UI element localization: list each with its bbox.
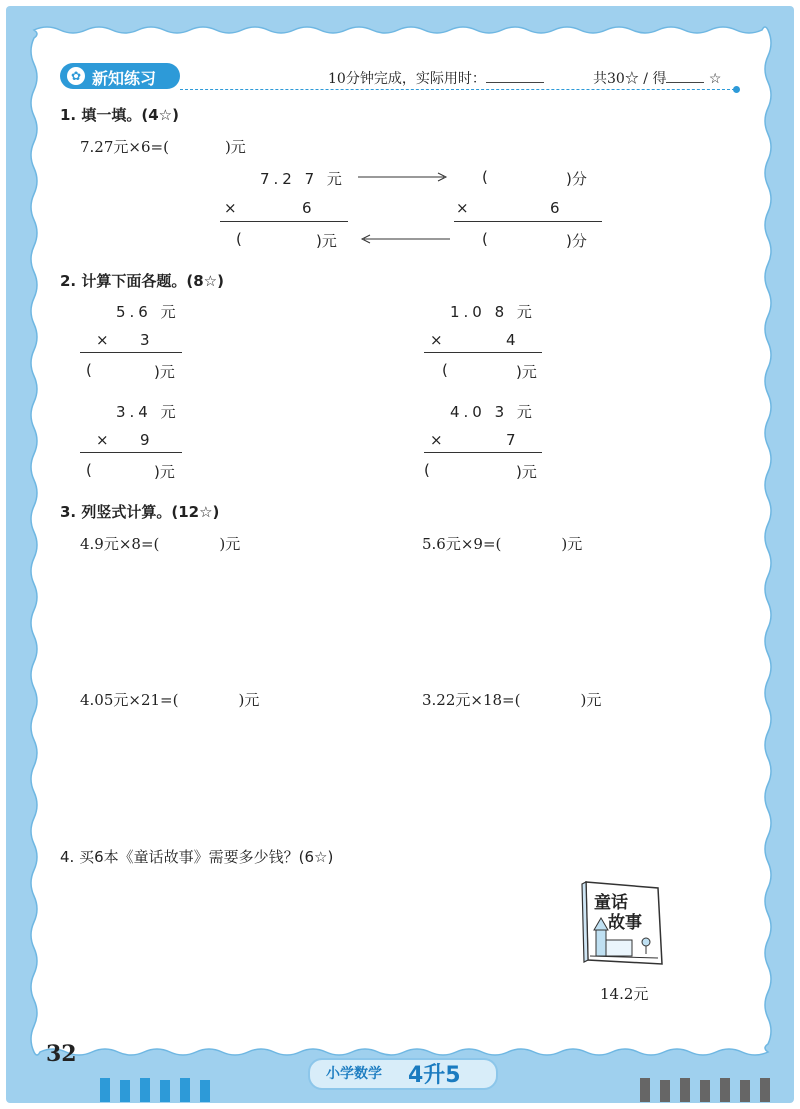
q3-title: 3. 列竖式计算。(12☆) bbox=[60, 503, 220, 521]
q1-vl-rule bbox=[220, 221, 348, 222]
q2-item3-open: ( bbox=[86, 461, 92, 479]
q2-item1-top: 5.6 元 bbox=[116, 303, 180, 321]
q2-item3-top: 3.4 元 bbox=[116, 403, 180, 421]
q2-item3-rule bbox=[80, 452, 182, 453]
time-note bbox=[328, 68, 544, 88]
score-label: 得 bbox=[652, 71, 667, 87]
footer-grade: 4升5 bbox=[408, 1063, 461, 1088]
q2-item4-rule bbox=[424, 452, 542, 453]
q1-vr-rule bbox=[454, 221, 602, 222]
q2-item1-rule bbox=[80, 352, 182, 353]
q1-vl-res-open: ( bbox=[236, 230, 242, 248]
medal-icon: ✿ bbox=[67, 67, 85, 85]
q3-item3-left: 4.05元×21=( bbox=[80, 691, 179, 709]
footer-stripes-right bbox=[640, 1074, 790, 1102]
score-blank bbox=[666, 68, 704, 83]
q3-item1-left: 4.9元×8=( bbox=[80, 535, 160, 553]
q2-item3-times: × bbox=[96, 431, 109, 449]
q1-equation bbox=[80, 136, 246, 157]
q1-vl-times: × bbox=[224, 199, 237, 217]
time-blank bbox=[486, 68, 544, 83]
q4-title: 4. 买6本《童话故事》需要多少钱？(6☆) bbox=[60, 848, 334, 866]
q1-eq-right: )元 bbox=[224, 138, 246, 156]
section-badge-label: 新知练习 bbox=[92, 69, 157, 88]
q1-title: 1. 填一填。(4☆) bbox=[60, 106, 179, 124]
q3-item4-right: )元 bbox=[580, 691, 602, 709]
page-number: 32 bbox=[46, 1041, 77, 1067]
footer-stripes-left bbox=[100, 1074, 230, 1102]
score bbox=[593, 68, 721, 88]
book-title-line2: 故事 bbox=[608, 913, 642, 933]
q1-vl-mult: 6 bbox=[302, 199, 312, 217]
q1-vr-mult: 6 bbox=[550, 199, 560, 217]
footer-subject: 小学数学 bbox=[326, 1066, 382, 1082]
q3-item4-left: 3.22元×18=( bbox=[422, 691, 521, 709]
q2-item4-times: × bbox=[430, 431, 443, 449]
q2-item4-open: ( bbox=[424, 461, 430, 479]
star-icon: ☆ bbox=[708, 71, 722, 87]
q2-item4-close: )元 bbox=[516, 463, 537, 481]
header-divider bbox=[180, 89, 735, 90]
q3-item4 bbox=[422, 689, 601, 710]
time-note-label: 10分钟完成，实际用时： bbox=[328, 71, 486, 87]
q2-item1-mult: 3 bbox=[140, 331, 150, 349]
q2-item4-mult: 7 bbox=[506, 431, 516, 449]
score-sep: / bbox=[643, 71, 648, 87]
q2-item2-top: 1.0 8 元 bbox=[450, 303, 536, 321]
q3-item3 bbox=[80, 689, 259, 710]
q2-item4-top: 4.0 3 元 bbox=[450, 403, 536, 421]
q2-item2-mult: 4 bbox=[506, 331, 516, 349]
storybook-illustration bbox=[578, 878, 664, 970]
q1-vr-times: × bbox=[456, 199, 469, 217]
q1-vl-top: 7.2 7 元 bbox=[260, 170, 346, 188]
q1-vr-top-close: )分 bbox=[566, 170, 587, 188]
q1-vr-res-open: ( bbox=[482, 230, 488, 248]
q2-item2-open: ( bbox=[442, 361, 448, 379]
q2-item3-mult: 9 bbox=[140, 431, 150, 449]
book-price: 14.2元 bbox=[600, 985, 649, 1003]
book-title-line1: 童话 bbox=[594, 893, 628, 913]
q2-item2-times: × bbox=[430, 331, 443, 349]
q1-vl-res-close: )元 bbox=[316, 232, 337, 250]
q3-item1-right: )元 bbox=[219, 535, 241, 553]
q3-item2-right: )元 bbox=[561, 535, 583, 553]
q1-vr-top-open: ( bbox=[482, 168, 488, 186]
arrow-left-icon bbox=[356, 232, 452, 246]
q3-item1 bbox=[80, 533, 240, 554]
q2-item1-times: × bbox=[96, 331, 109, 349]
q2-title: 2. 计算下面各题。(8☆) bbox=[60, 272, 224, 290]
q3-item2-left: 5.6元×9=( bbox=[422, 535, 502, 553]
q3-item2 bbox=[422, 533, 582, 554]
header-divider-dot bbox=[733, 86, 740, 93]
q1-vr-res-close: )分 bbox=[566, 232, 587, 250]
score-total: 共30☆ bbox=[593, 71, 639, 87]
q2-item1-close: )元 bbox=[154, 363, 175, 381]
q2-item2-close: )元 bbox=[516, 363, 537, 381]
q1-eq-left: 7.27元×6=( bbox=[80, 138, 169, 156]
q2-item2-rule bbox=[424, 352, 542, 353]
arrow-right-icon bbox=[356, 170, 452, 184]
q2-item3-close: )元 bbox=[154, 463, 175, 481]
q2-item1-open: ( bbox=[86, 361, 92, 379]
q3-item3-right: )元 bbox=[238, 691, 260, 709]
